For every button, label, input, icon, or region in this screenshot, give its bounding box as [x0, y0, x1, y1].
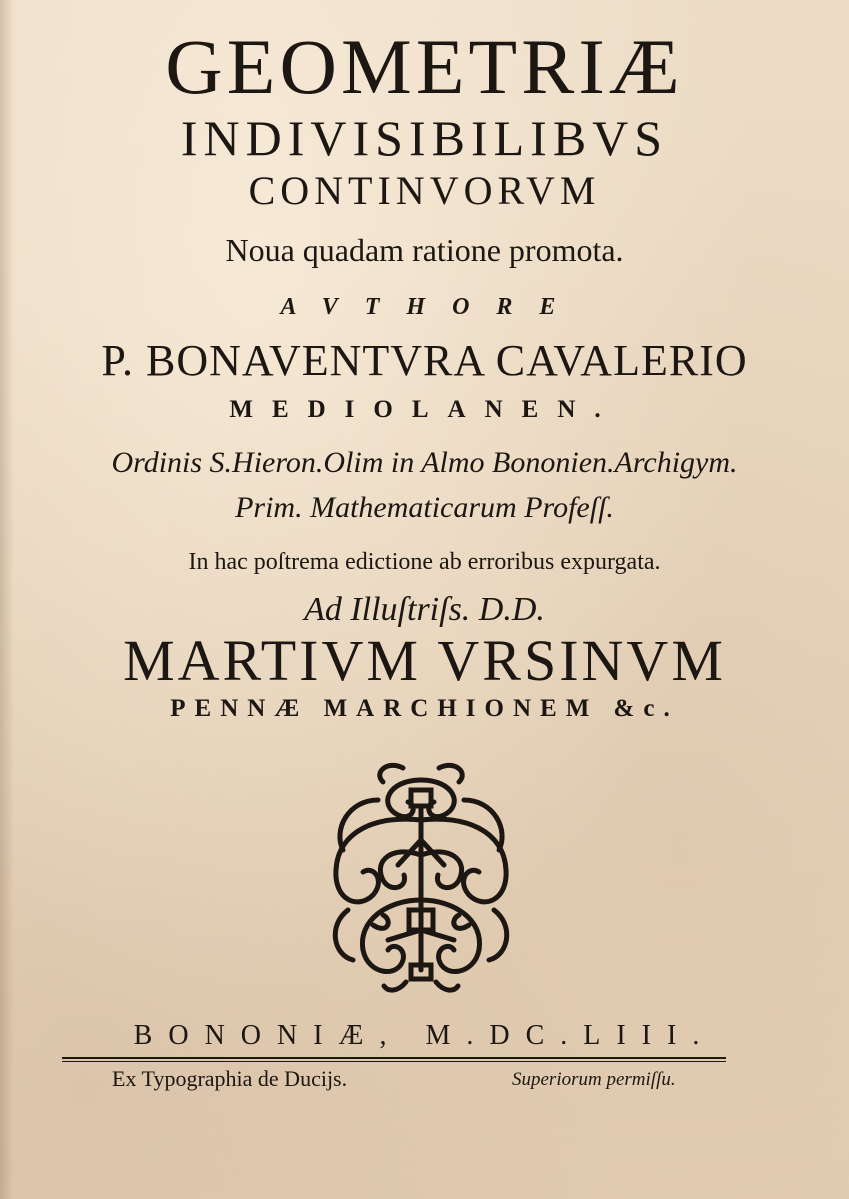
- printers-device-ornament-icon: [318, 760, 524, 996]
- title-line-3: CONTINVORVM: [248, 168, 601, 213]
- author-origin: MEDIOLANEN.: [229, 396, 620, 423]
- authore-label: AVTHORE: [280, 294, 583, 320]
- dedicatee-name: MARTIVM VRSINVM: [123, 628, 726, 693]
- imprint-printer: Ex Typographia de Ducijs.: [112, 1066, 348, 1091]
- dedicatee-title: PENNÆ MARCHIONEM &c.: [170, 695, 679, 722]
- imprint-place-date: BONONIÆ, M.DC.LIII.: [133, 1020, 716, 1051]
- title-line-1: GEOMETRIÆ: [165, 23, 684, 110]
- subtitle: Noua quadam ratione promota.: [225, 232, 624, 268]
- edition-note: In hac poſtrema edictione ab erroribus expurgata.: [188, 549, 661, 575]
- dedication-prefix: Ad Illuſtriſs. D.D.: [304, 591, 545, 628]
- order-line-1: Ordinis S.Hieron.Olim in Almo Bononien.Archigym.: [111, 446, 738, 479]
- author-name: P. BONAVENTVRA CAVALERIO: [101, 336, 748, 385]
- imprint-permission: Superiorum permiſſu.: [512, 1069, 676, 1090]
- imprint-rule: [62, 1057, 726, 1059]
- imprint-rule-thin: [62, 1061, 726, 1062]
- title-line-2: INDIVISIBILIBVS: [180, 110, 669, 166]
- order-line-2: Prim. Mathematicarum Profeſſ.: [235, 491, 614, 524]
